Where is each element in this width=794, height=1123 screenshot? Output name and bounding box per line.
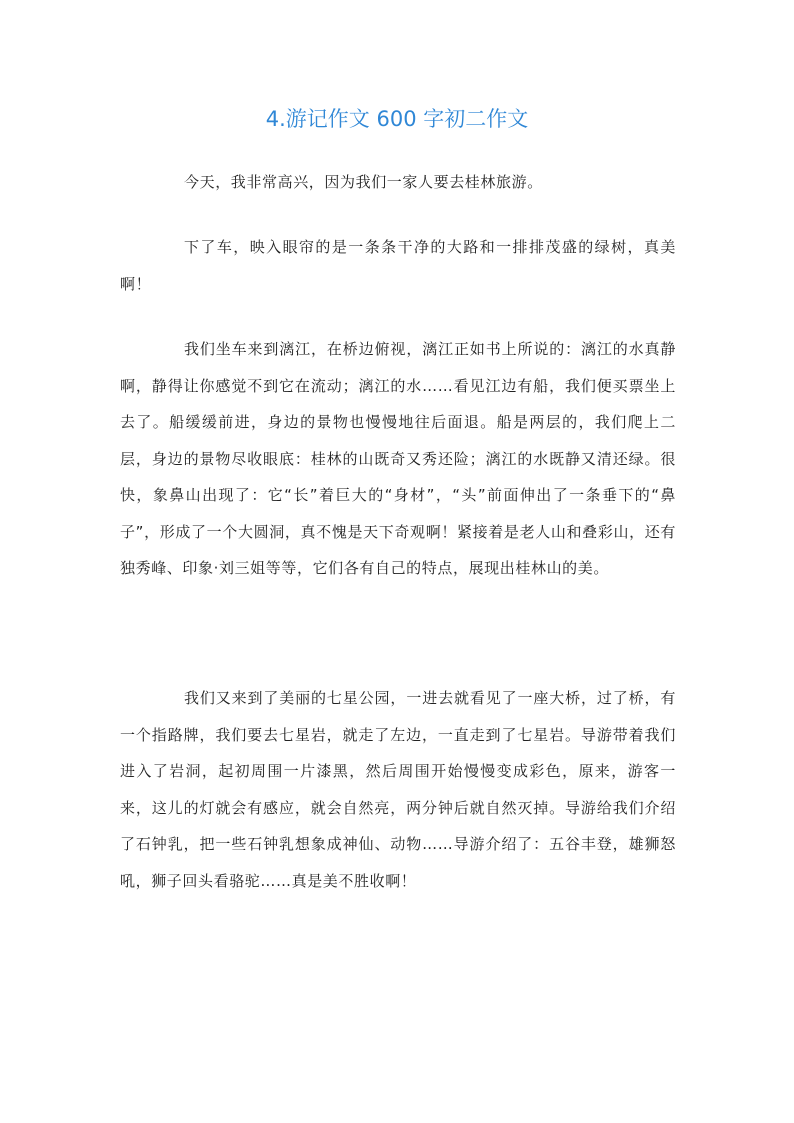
paragraph-1: 今天，我非常高兴，因为我们一家人要去桂林旅游。 (184, 173, 543, 191)
page-title: 4.游记作文 600 字初二作文 (265, 107, 529, 131)
paragraph-3: 我们坐车来到漓江，在桥边俯视，漓江正如书上所说的：漓江的水真静啊，静得让你感觉不到它在流动；漓江的水……看见江边有船，我们便买票坐上去了。船缓缓前进，身边的景物也慢慢地往后面退。船是两层的，我们爬上二层，身边的景物尽收眼底：桂林的山既奇又秀还险；漓江的水既静又清还绿。很快，象鼻山出现了：它“长”着巨大的“身材”，“头”前面伸出了一条垂下的“鼻子”，形成了一个大圆洞，真不愧是天下奇观啊！紧接着是老人山和叠彩山，还有独秀峰、印象·刘三姐等等，它们各有自己的特点，展现出桂林山的美。 (120, 340, 676, 577)
paragraph-4: 我们又来到了美丽的七星公园，一进去就看见了一座大桥，过了桥，有一个指路牌，我们要去七星岩，就走了左边，一直走到了七星岩。导游带着我们进入了岩洞，起初周围一片漆黑，然后周围开始慢慢变成彩色，原来，游客一来，这儿的灯就会有感应，就会自然亮，两分钟后就自然灭掉。导游给我们介绍了石钟乳，把一些石钟乳想象成神仙、动物……导游介绍了：五谷丰登，雄狮怒吼，狮子回头看骆驼……真是美不胜收啊！ (120, 689, 676, 890)
paragraph-2: 下了车，映入眼帘的是一条条干净的大路和一排排茂盛的绿树，真美啊！ (120, 238, 676, 293)
